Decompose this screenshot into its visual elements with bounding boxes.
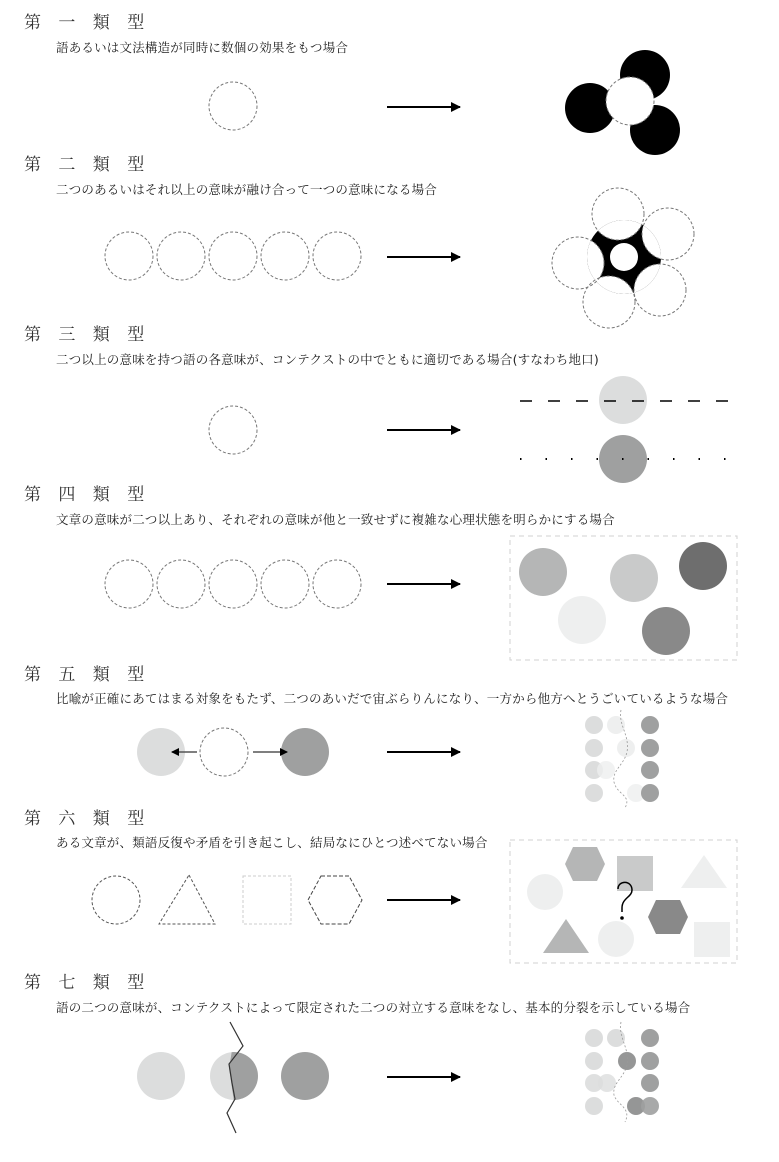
type-3-title: 第 三 類 型	[24, 325, 151, 345]
type-3-figure	[209, 376, 728, 483]
type-2-title: 第 二 類 型	[24, 155, 151, 175]
type-4-title: 第 四 類 型	[24, 485, 151, 505]
type-7-figure	[137, 1022, 659, 1133]
type-2-description: 二つのあるいはそれ以上の意味が融け合って一つの意味になる場合	[56, 182, 438, 197]
hexagon-shape	[308, 876, 362, 924]
meaning-circle-dashed	[209, 82, 257, 130]
type-6-description: ある文章が、類語反復や矛盾を引き起こし、結局なにひとつ述べてない場合	[56, 835, 488, 850]
type-2-figure	[105, 188, 694, 328]
type-1-description: 語あるいは文法構造が同時に数個の効果をもつ場合	[56, 40, 349, 55]
type-1-figure	[209, 50, 680, 155]
triangle-shape	[159, 875, 215, 924]
type-3-description: 二つ以上の意味を持つ語の各意味が、コンテクストの中でともに適切である場合(すなわち地口)	[56, 352, 599, 367]
type-7-description: 語の二つの意味が、コンテクストによって限定された二つの対立する意味をなし、基本的分裂を示している場合	[56, 1000, 691, 1015]
type-6-figure	[92, 840, 737, 963]
type-6-title: 第 六 類 型	[24, 809, 151, 829]
type-5-title: 第 五 類 型	[24, 665, 151, 685]
circle-shape	[92, 876, 140, 924]
square-shape	[243, 876, 291, 924]
type-4-figure	[105, 536, 737, 660]
type-1-title: 第 一 類 型	[24, 13, 151, 33]
type-5-figure	[137, 710, 659, 808]
type-4-description: 文章の意味が二つ以上あり、それぞれの意味が他と一致せずに複雑な心理状態を明らかにする場合	[56, 512, 615, 527]
type-7-title: 第 七 類 型	[24, 973, 151, 993]
type-5-description: 比喩が正確にあてはまる対象をもたず、二つのあいだで宙ぶらりんになり、一方から他方へとうごいているような場合	[56, 691, 729, 706]
